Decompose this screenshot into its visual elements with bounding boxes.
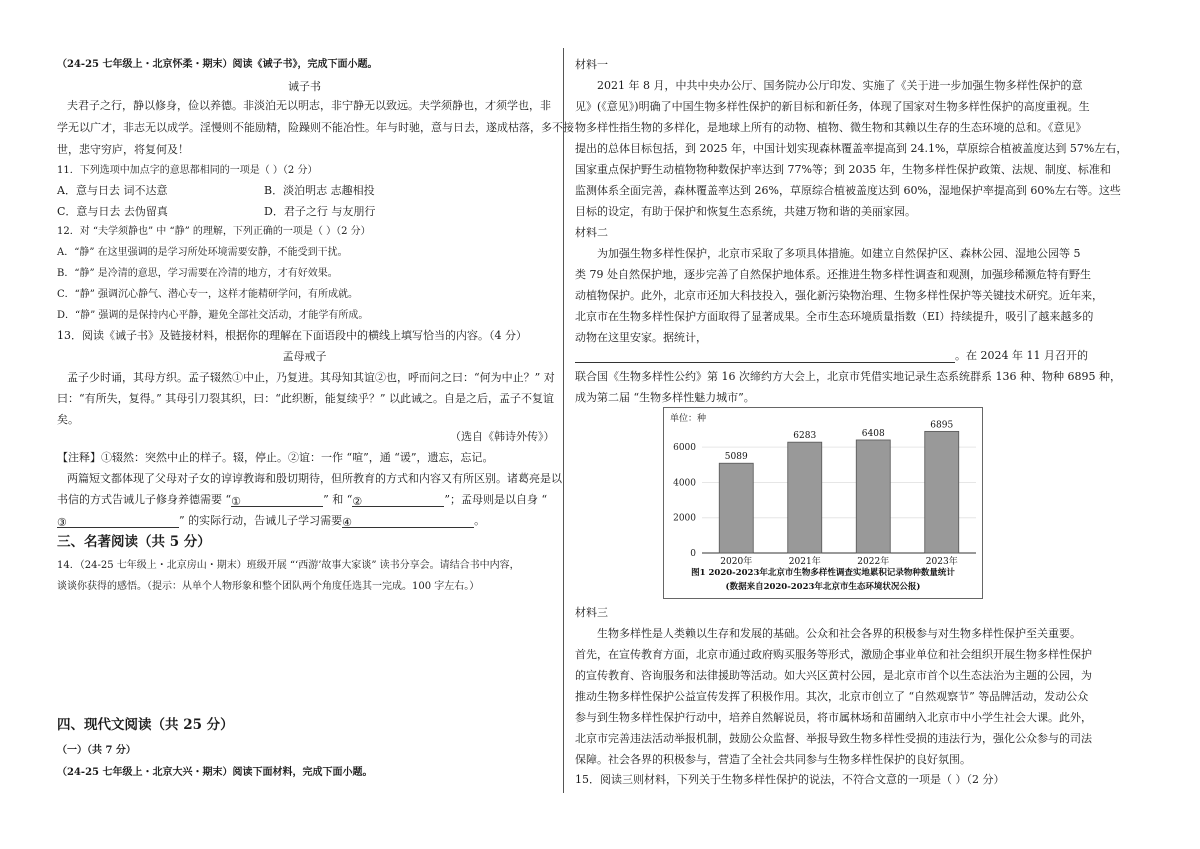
- material-1-line: 提出的总体目标包括，到 2025 年，中国计划实现森林覆盖率提高到 24.1%，草原综合植被盖度达到 57%左右，: [575, 142, 1128, 155]
- material-2-line: 北京市在生物多样性保护方面取得了显著成果。全市生态环境质量指数（EI）持续提升，吸引了越来越多的: [575, 310, 1094, 323]
- material-2-line: 成为第二届 “生物多样性魅力城市”。: [575, 391, 755, 404]
- y-tick-label: 6000: [673, 443, 696, 454]
- mengmu-title: 孟母戒子: [282, 350, 327, 363]
- fill-text: ” 的实际行动，告诫儿子学习需要: [179, 514, 343, 527]
- material-2-line: 动植物保护。此外，北京市还加大科技投入，强化新污染物治理、生物多样性保护等关键技术研究。近年来，: [575, 289, 1103, 302]
- q12-option-a: A．“静” 在这里强调的是学习所处环境需要安静，不能受到干扰。: [57, 247, 348, 258]
- bar: [856, 440, 890, 553]
- q12-option-c: C．“静” 强调沉心静气、潜心专一，这样才能精研学问，有所成就。: [57, 289, 359, 300]
- chart-source-caption: (数据来自2020-2023年北京市生态环境状况公报): [725, 582, 921, 592]
- material-1-line: 物多样性指生物的多样化，是地球上所有的动物、植物、微生物和其赖以生存的生态环境的总和。《意见》: [575, 121, 1087, 134]
- passage-line: 学无以广才，非志无以成学。淫慢则不能励精，险躁则不能冶性。年与时驰，意与日去，遂成枯落，多不接: [57, 121, 574, 134]
- material-2-blank-line: [575, 349, 1088, 363]
- mengmu-citation: （选自《韩诗外传》）: [450, 430, 555, 443]
- blank-marker: ④: [342, 516, 352, 529]
- material-1-line: 见》(《意见》)明确了中国生物多样性保护的新目标和新任务，体现了国家对生物多样性保护的高度重视。生: [575, 100, 1090, 113]
- q11-option-c: C．意与日去 去伪留真: [57, 205, 168, 218]
- bar: [719, 463, 753, 553]
- bar-value-label: 6283: [793, 431, 817, 442]
- q11-option-a: A．意与日去 词不达意: [57, 184, 168, 197]
- material-1-line: 国家重点保护野生动植物物种数保护率达到 77%等；到 2035 年，生物多样性保护政策、法规、制度、标准和: [575, 163, 1111, 176]
- q11-option-d: D．君子之行 与友朋行: [264, 205, 376, 218]
- fill-text-line-2: [57, 493, 547, 507]
- y-tick-label: 4000: [673, 478, 696, 489]
- fill-text: ” 和 “: [323, 493, 353, 506]
- material-3-line: 首先，在宣传教育方面，北京市通过政府购买服务等形式，激励企事业单位和社会组织开展生物多样性保护: [575, 648, 1092, 661]
- material-3-line: 参与到生物多样性保护行动中，培养自然解说员，将市属林场和苗圃纳入北京市中小学生社会大课。此外，: [575, 711, 1092, 724]
- y-tick-label: 2000: [673, 513, 696, 524]
- chart-unit-label: 单位：种: [670, 414, 707, 424]
- question-12-stem: 12．对 “夫学须静也” 中 “静” 的理解，下列正确的一项是（ ）（2 分）: [57, 226, 371, 237]
- fill-text: 书信的方式告诫儿子修身养德需要 “: [57, 493, 232, 506]
- question-11-stem: 11．下列选项中加点字的意思都相同的一项是（ ）（2 分）: [57, 165, 318, 176]
- material-3-line: 保障。社会各界的积极参与，营造了全社会共同参与生物多样性保护的良好氛围。: [575, 753, 971, 766]
- material-2-label: 材料二: [575, 226, 608, 239]
- material-2-line: 动物在这里安家。据统计，: [575, 331, 707, 344]
- source-line-2: （24-25 七年级上・北京大兴・期末）阅读下面材料，完成下面小题。: [57, 767, 373, 778]
- passage-line: 夫君子之行，静以修身，俭以养德。非淡泊无以明志，非宁静无以致远。夫学须静也，才须学也，非: [67, 99, 551, 112]
- material-2-line: 联合国《生物多样性公约》第 16 次缔约方大会上，北京市凭借实地记录生态系统群系 136 种、物种 6895 种，: [575, 370, 1121, 383]
- q12-option-b: B．“静” 是冷清的意思，学习需要在冷清的地方，才有好效果。: [57, 268, 338, 279]
- answer-blank[interactable]: [575, 351, 955, 363]
- question-14-line: 14．（24-25 七年级上・北京房山・期末）班级开展 “‘西游’故事大家谈” 读书分享会。请结合书中内容，: [57, 560, 520, 571]
- q11-option-b: B．淡泊明志 志趣相投: [264, 184, 375, 197]
- question-15-stem: 15．阅读三则材料，下列关于生物多样性保护的说法，不符合文意的一项是（ ）（2 分）: [575, 773, 1005, 786]
- blank-2[interactable]: [352, 495, 444, 507]
- material-1-label: 材料一: [575, 58, 608, 71]
- blank-marker: ①: [231, 495, 241, 508]
- mengmu-line: 矣。: [57, 413, 79, 426]
- subsection-1-heading: （一）（共 7 分）: [57, 745, 136, 756]
- fill-text-line-3: [57, 514, 485, 528]
- question-13-stem: 13．阅读《诫子书》及链接材料，根据你的理解在下面语段中的横线上填写恰当的内容。（4 分）: [57, 329, 527, 342]
- material-3-label: 材料三: [575, 606, 608, 619]
- x-tick-label: 2021年: [788, 557, 821, 567]
- column-divider: [563, 48, 564, 793]
- section-4-heading: 四、现代文阅读（共 25 分）: [57, 717, 234, 733]
- mengmu-line: 曰：“有所失，复得。” 其母引刀裂其织，曰：“此织断，能复续乎？” 以此诫之。自是之后，孟子不复谊: [57, 392, 554, 405]
- material-3-line: 的宣传教育、咨询服务和法律援助等活动。如大兴区黄村公园，是北京市首个以生态法治为主题的公园，为: [575, 669, 1092, 682]
- fill-text-line-1: 两篇短文都体现了父母对子女的谆谆教诲和殷切期待，但所教育的方式和内容又有所区别。诸葛亮是以: [67, 472, 562, 485]
- bar: [925, 431, 959, 553]
- material-1-line: 目标的设定，有助于保护和恢复生态系统，共建万物和谐的美丽家园。: [575, 205, 916, 218]
- material-2-line: 为加强生物多样性保护，北京市采取了多项具体措施。如建立自然保护区、森林公园、湿地公园等 5: [597, 247, 1081, 260]
- material-2-text: 。在 2024 年 11 月召开的: [955, 349, 1088, 362]
- x-tick-label: 2023年: [925, 557, 958, 567]
- material-2-line: 类 79 处自然保护地，逐步完善了自然保护地体系。还推进生物多样性调查和观测，加强珍稀濒危特有野生: [575, 268, 1091, 281]
- blank-3[interactable]: [57, 516, 179, 528]
- fill-text: 。: [474, 514, 486, 527]
- blank-4[interactable]: [342, 516, 474, 528]
- y-tick-label: 0: [690, 549, 696, 559]
- question-14-line: 谈谈你获得的感悟。（提示：从单个人物形象和整个团队两个角度任选其一完成。100 字左右。）: [57, 581, 480, 592]
- chart-svg: [664, 408, 982, 598]
- source-line-1: （24-25 七年级上・北京怀柔・期末）阅读《诫子书》，完成下面小题。: [57, 59, 378, 70]
- bar-value-label: 5089: [724, 452, 748, 463]
- material-1-line: 2021 年 8 月，中共中央办公厅、国务院办公厅印发、实施了《关于进一步加强生物多样性保护的意: [597, 79, 1083, 92]
- mengmu-line: 孟子少时诵，其母方织。孟子辍然①中止，乃复进。其母知其谊②也，呼而问之曰：“何为中止？” 对: [67, 371, 555, 384]
- x-tick-label: 2022年: [857, 557, 890, 567]
- material-3-line: 推动生物多样性保护公益宣传发挥了积极作用。其次，北京市创立了 “自然观察节” 等品牌活动，发动公众: [575, 690, 1089, 703]
- q12-option-d: D．“静” 强调的是保持内心平静，避免全部社交活动，才能学有所成。: [57, 310, 369, 321]
- material-3-line: 北京市完善违法活动举报机制，鼓励公众监督、举报导致生物多样性受损的违法行为，强化公众参与的司法: [575, 732, 1092, 745]
- bar-value-label: 6895: [930, 420, 954, 431]
- species-bar-chart: [663, 407, 983, 599]
- material-1-line: 监测体系全面完善，森林覆盖率达到 26%，草原综合植被盖度达到 60%，湿地保护率提高到 60%左右等。这些: [575, 184, 1121, 197]
- poem-title-jiezishu: 诫子书: [288, 80, 321, 93]
- blank-marker: ②: [352, 495, 363, 508]
- passage-line: 世，悲守穷庐，将复何及！: [57, 143, 189, 156]
- mengmu-note: 【注释】①辍然：突然中止的样子。辍，停止。②谊：一作 “喧”，通 “谖”，遗忘，忘记。: [57, 451, 494, 464]
- bar-value-label: 6408: [861, 428, 885, 439]
- blank-marker: ③: [57, 516, 67, 529]
- material-3-line: 生物多样性是人类赖以生存和发展的基础。公众和社会各界的积极参与对生物多样性保护至关重要。: [597, 627, 1081, 640]
- blank-1[interactable]: [231, 495, 323, 507]
- x-tick-label: 2020年: [720, 557, 753, 567]
- chart-caption: 图1 2020-2023年北京市生物多样性调查实地累积记录物种数量统计: [691, 568, 955, 578]
- section-3-heading: 三、名著阅读（共 5 分）: [57, 534, 211, 550]
- bar: [788, 442, 822, 553]
- fill-text: ”；孟母则是以自身 “: [444, 493, 548, 506]
